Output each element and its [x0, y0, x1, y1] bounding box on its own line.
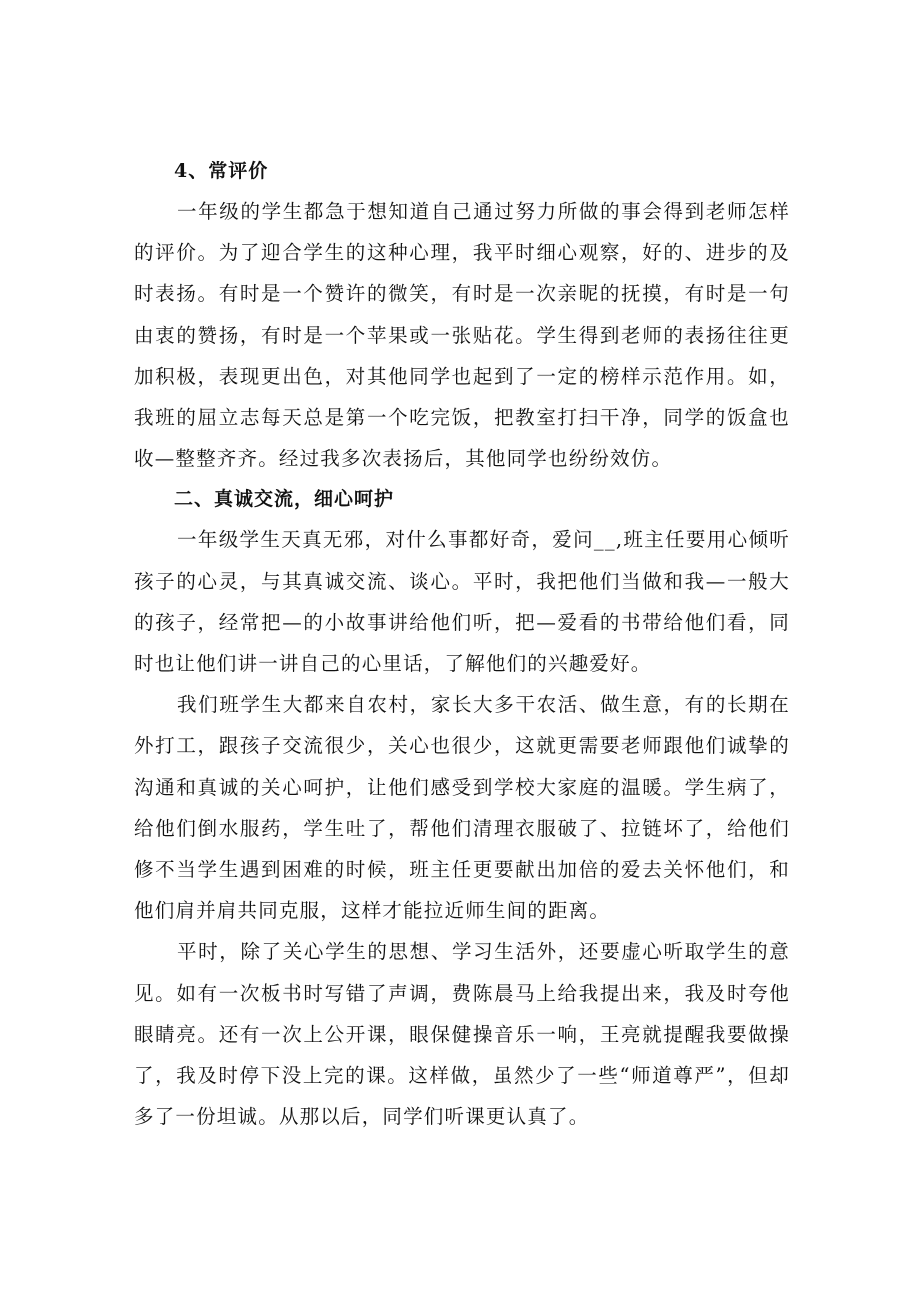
paragraph-communication-3: 平时，除了关心学生的思想、学习生活外，还要虚心听取学生的意见。如有一次板书时写错了声调，费陈晨马上给我提出来，我及时夸他眼睛亮。还有一次上公开课，眼保健操音乐一响，王亮就提醒我要做操了，我及时停下没上完的课。这样做，虽然少了一些“师道尊严”，但却多了一份坦诚。从那以后，同学们听课更认真了。: [134, 940, 790, 1129]
paragraph-communication-2: 我们班学生大都来自农村，家长大多干农活、做生意，有的长期在外打工，跟孩子交流很少，关心也很少，这就更需要老师跟他们诚挚的沟通和真诚的关心呵护，让他们感受到学校大家庭的温暖。学生病了，给他们倒水服药，学生吐了，帮他们清理衣服破了、拉链坏了，给他们修不当学生遇到困难的时候，班主任更要献出加倍的爱去关怀他们，和他们肩并肩共同克服，这样才能拉近师生间的距离。: [134, 693, 790, 923]
section-heading-communication: 二、真诚交流，细心呵护: [174, 488, 395, 511]
document-body: [134, 151, 790, 1137]
paragraph-evaluation: 一年级的学生都急于想知道自己通过努力所做的事会得到老师怎样的评价。为了迎合学生的这种心理，我平时细心观察，好的、进步的及时表扬。有时是一个赞许的微笑，有时是一次亲昵的抚摸，有时是一句由衷的赞扬，有时是一个苹果或一张贴花。学生得到老师的表扬往往更加积极，表现更出色，对其他同学也起到了一定的榜样示范作用。如，我班的屈立志每天总是第一个吃完饭，把教室打扫干净，同学的饭盒也收—整整齐齐。经过我多次表扬后，其他同学也纷纷效仿。: [134, 200, 790, 471]
section-heading-evaluation: 4、常评价: [174, 160, 269, 182]
paragraph-communication-1: 一年级学生天真无邪，对什么事都好奇，爱问__,班主任要用心倾听孩子的心灵，与其真诚交流、谈心。平时，我把他们当做和我—一般大的孩子，经常把—的小故事讲给他们听，把—爱看的书带给他们看，同时也让他们讲一讲自己的心里话，了解他们的兴趣爱好。: [134, 528, 790, 676]
